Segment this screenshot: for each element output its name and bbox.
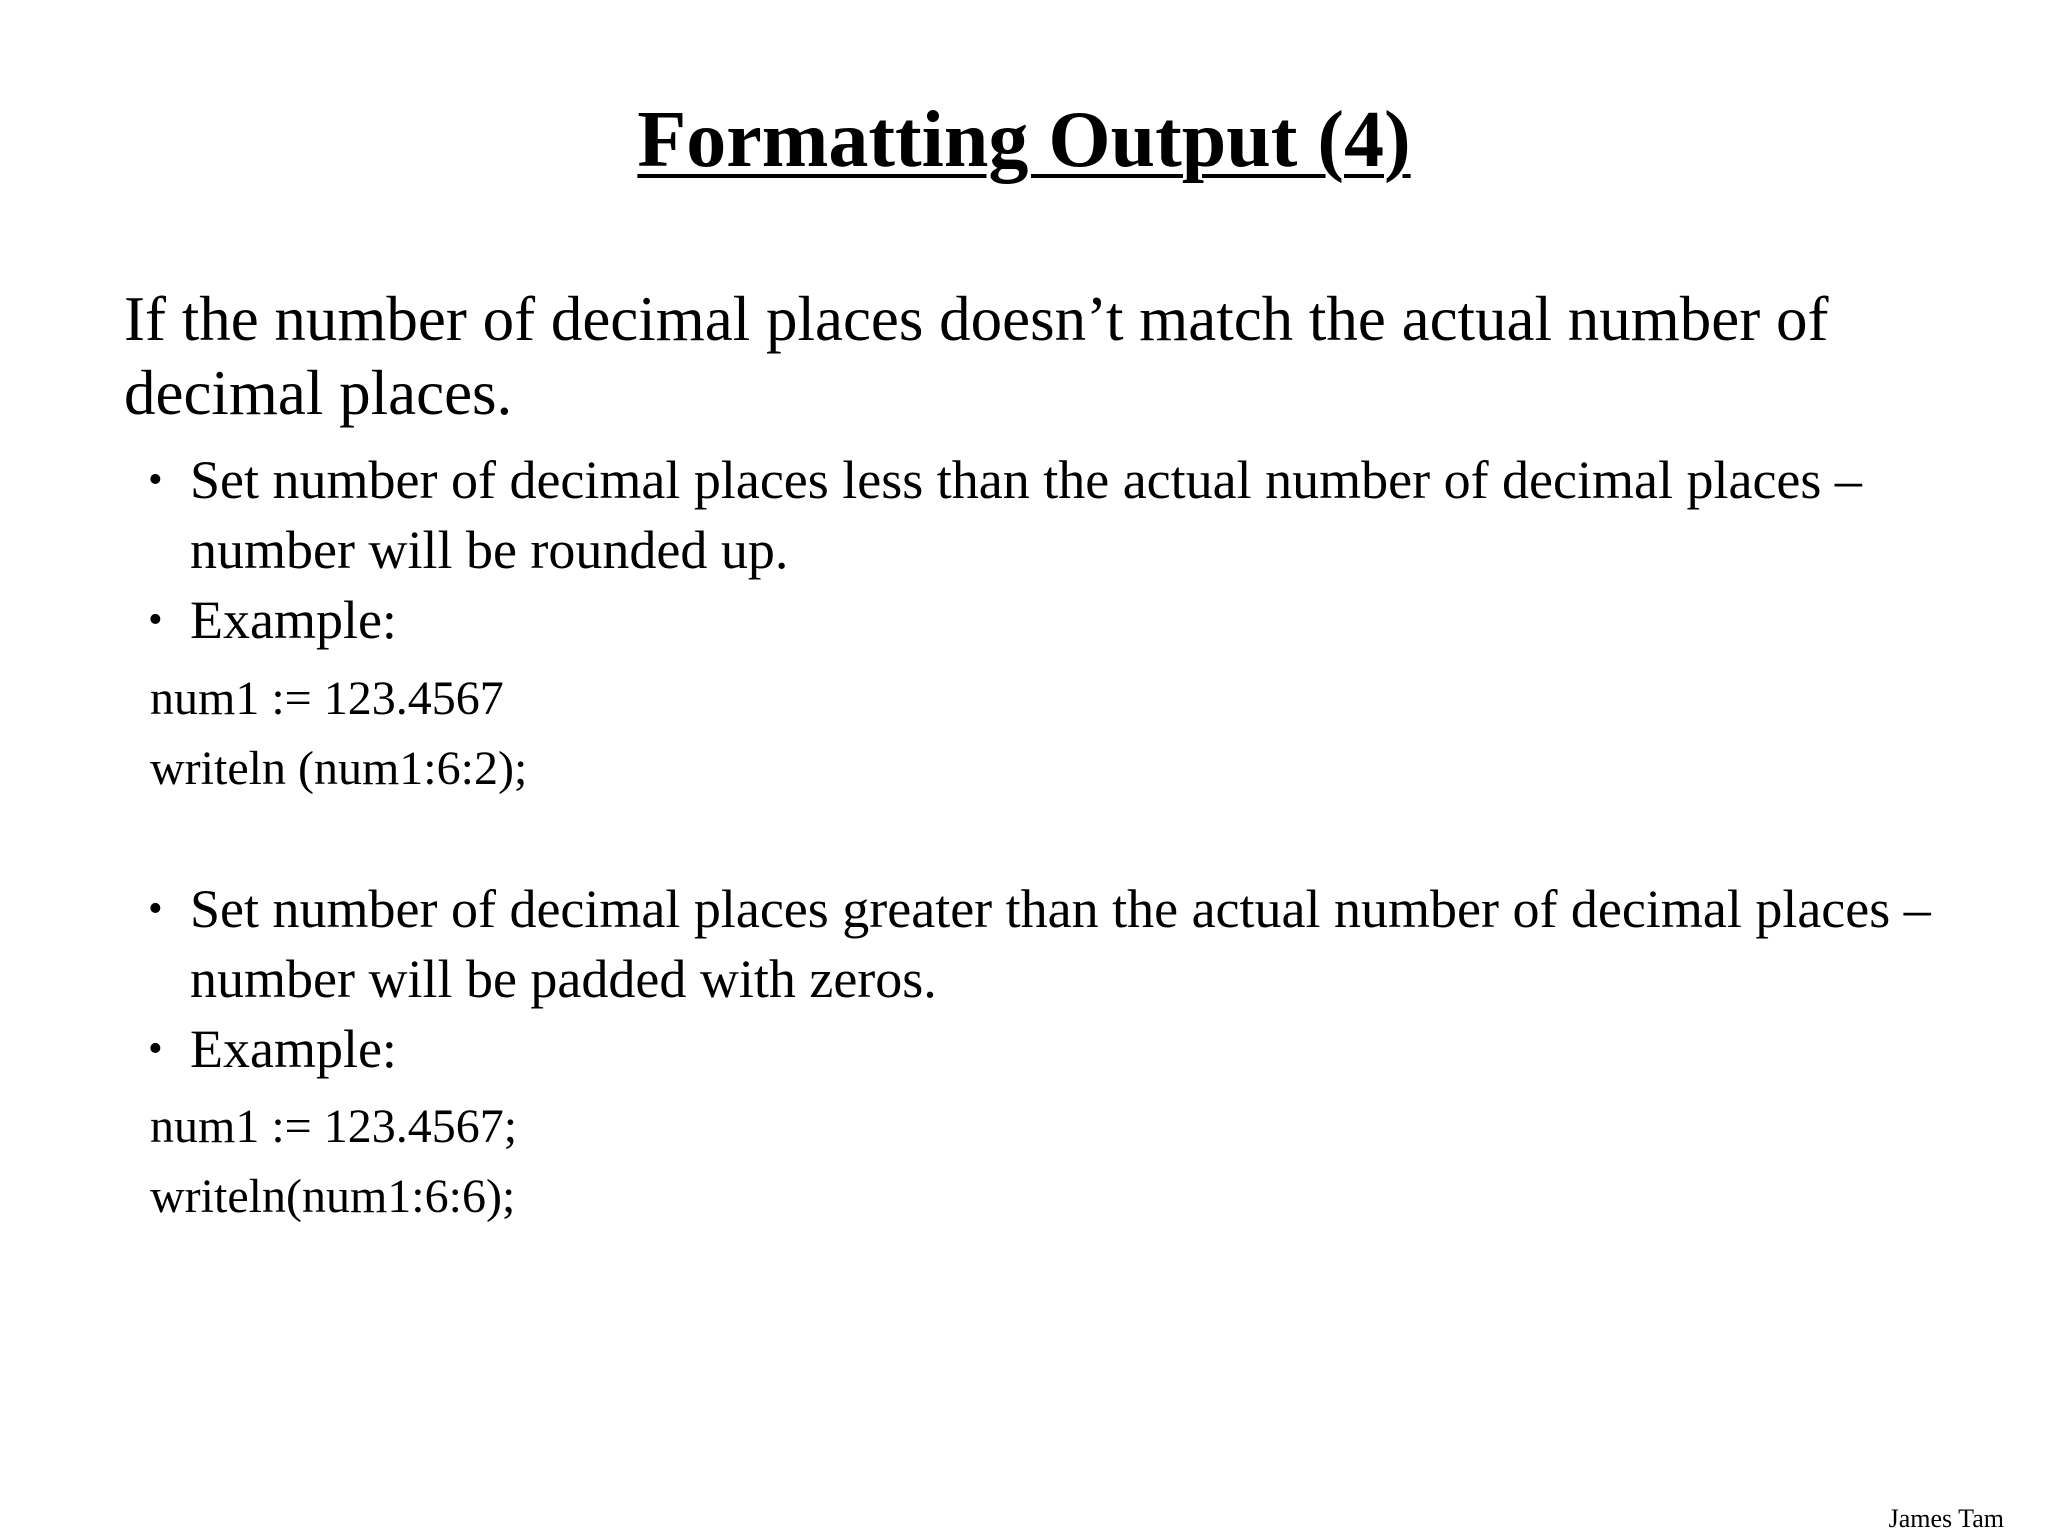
bullet-icon: • (148, 597, 163, 643)
bullet-icon: • (148, 457, 163, 503)
code-line: num1 := 123.4567 (150, 672, 504, 725)
intro-paragraph: If the number of decimal places doesn’t match the actual number of decimal places. (124, 284, 1829, 428)
code-line: writeln (num1:6:2); (150, 742, 528, 795)
slide-title: Formatting Output (4) (637, 96, 1411, 184)
bullet-text: Example: (190, 1019, 397, 1079)
bullet-padded-zeros (148, 874, 1990, 1014)
bullet-text: Set number of decimal places less than the actual number of decimal places – number will be rounded up. (190, 450, 1862, 580)
footer-author: James Tam (1888, 1504, 2004, 1533)
bullet-icon: • (148, 1026, 163, 1072)
bullet-icon: • (148, 886, 163, 932)
code-line: num1 := 123.4567; (150, 1100, 518, 1153)
bullet-example-1 (148, 585, 1990, 655)
bullet-example-2 (148, 1014, 1990, 1084)
code-line: writeln(num1:6:6); (150, 1170, 516, 1223)
bullet-text: Example: (190, 590, 397, 650)
bullet-text: Set number of decimal places greater than the actual number of decimal places – number will be padded with zeros. (190, 879, 1931, 1009)
bullet-rounded-up (148, 445, 1990, 585)
